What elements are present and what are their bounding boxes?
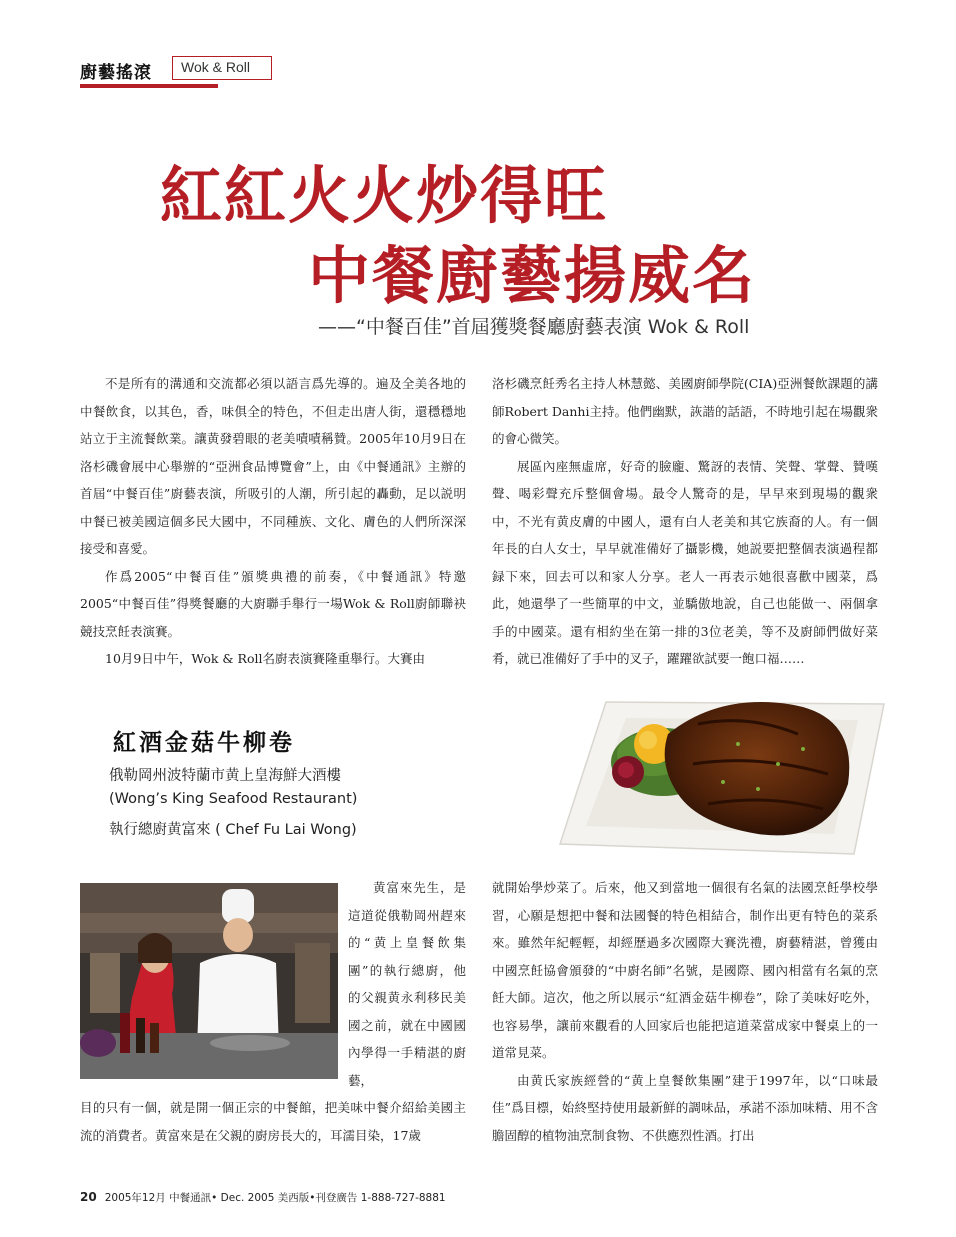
paragraph: 展區內座無虛席，好奇的臉龐、驚訝的表情、笑聲、掌聲、贊嘆聲、喝彩聲充斥整個會場。最令人驚奇的是，早早來到現場的觀衆中，不光有黄皮膚的中國人，還有白人老美和其它族裔的人。有一個年長的白人女士，早早就准備好了攝影機，她説要把整個表演過程都録下來，回去可以和家人分享。老人一再表示她很喜歡中國菜，爲此，她還學了一些簡單的中文，並驕傲地說，自己也能做一、兩個拿手的中國菜。還有相約坐在第一排的3位老美，等不及廚師們做好菜肴，就已准備好了手中的叉子，躍躍欲試要一飽口福…… — [492, 458, 878, 666]
paragraph: 10月9日中午，Wok & Roll名廚表演賽隆重舉行。大賽由 — [105, 651, 425, 666]
right-column-top — [492, 370, 878, 673]
paragraph: 就開始學炒菜了。后來，他又到當地一個很有名氣的法國烹飪學校學習，心願是想把中餐和法國餐的特色相結合，制作出更有特色的菜系來。雖然年紀輕輕，却經歷過多次國際大賽洗禮，廚藝精湛，曾獲由中國烹飪協會頒發的“中廚名師”名號，是國際、國內相當有名氣的烹飪大師。這次，他之所以展示“紅酒金菇牛柳卷”，除了美味好吃外，也容易學，讓前來觀看的人回家后也能把這道菜當成家中餐桌上的一道常見菜。 — [492, 880, 878, 1060]
paragraph: 不是所有的溝通和交流都必須以語言爲先導的。遍及全美各地的中餐飲食，以其色，香，味俱全的特色，不但走出唐人街，還穩穩地站立于主流餐飲業。讓黄發碧眼的老美嘖嘖稱贊。2005年10月9日在洛杉磯會展中心舉辦的“亞洲食品博覽會”上，由《中餐通訊》主辦的首屆“中餐百佳”廚藝表演，所吸引的人潮，所引起的轟動，足以説明中餐已被美國這個多民大國中，不同種族、文化、膚色的人們所深深接受和喜愛。 — [80, 376, 466, 556]
chef-name: 執行總廚黄富來 ( Chef Fu Lai Wong) — [109, 822, 357, 838]
paragraph: 作爲2005“中餐百佳”頒獎典禮的前奏，《中餐通訊》特邀2005“中餐百佳”得獎餐廳的大廚聯手舉行一場Wok & Roll廚師聯袂競技烹飪表演賽。 — [80, 568, 466, 639]
left-column-bottom — [80, 1094, 466, 1149]
section-tag: Wok & Roll — [172, 56, 272, 80]
section-title: 廚藝搖滾 — [80, 63, 152, 83]
paragraph: 洛杉磯烹飪秀名主持人林慧懿、美國廚師學院(CIA)亞洲餐飲課題的講師Robert Danhi主持。他們幽默，詼諧的話語，不時地引起在場觀衆的會心微笑。 — [492, 376, 878, 446]
headline-line-2: 中餐廚藝揚威名 — [308, 239, 757, 312]
section-rule — [80, 84, 218, 88]
chef-photo — [80, 883, 338, 1079]
paragraph: 目的只有一個，就是開一個正宗的中餐館，把美味中餐介紹給美國主流的消費者。黄富來是在父親的廚房長大的，耳濡目染，17歲 — [80, 1100, 466, 1143]
left-column-top — [80, 370, 466, 673]
right-column-bottom — [492, 874, 878, 1149]
dish-name: 紅酒金菇牛柳卷 — [113, 729, 295, 756]
page-number: 20 — [80, 1190, 97, 1204]
restaurant-name: 俄勒岡州波特蘭市黄上皇海鮮大酒樓 — [109, 768, 341, 784]
paragraph: 黄富來先生，是這道從俄勒岡州趕來的“黄上皇餐飲集團”的執行總廚，他的父親黄永利移民美國之前，就在中國國內學得一手精湛的廚藝， — [348, 880, 466, 1088]
subheadline: ——“中餐百佳”首屆獲獎餐廳廚藝表演 Wok & Roll — [318, 316, 750, 338]
chef-wrap-text — [348, 874, 466, 1094]
page-footer — [80, 1190, 446, 1205]
restaurant-name-en: (Wong’s King Seafood Restaurant) — [109, 791, 358, 807]
paragraph: 由黄氏家族經營的“黄上皇餐飲集團”建于1997年，以“口味最佳”爲目標，始終堅持使用最新鮮的調味品，承諾不添加味精、用不含膽固醇的植物油烹制食物、不供應烈性酒。打出 — [492, 1072, 878, 1143]
dish-photo — [558, 694, 888, 860]
headline-line-1: 紅紅火火炒得旺 — [160, 159, 609, 232]
footer-text: 2005年12月 中餐通訊• Dec. 2005 美西版•刊登廣告 1-888-727-8881 — [104, 1192, 446, 1204]
